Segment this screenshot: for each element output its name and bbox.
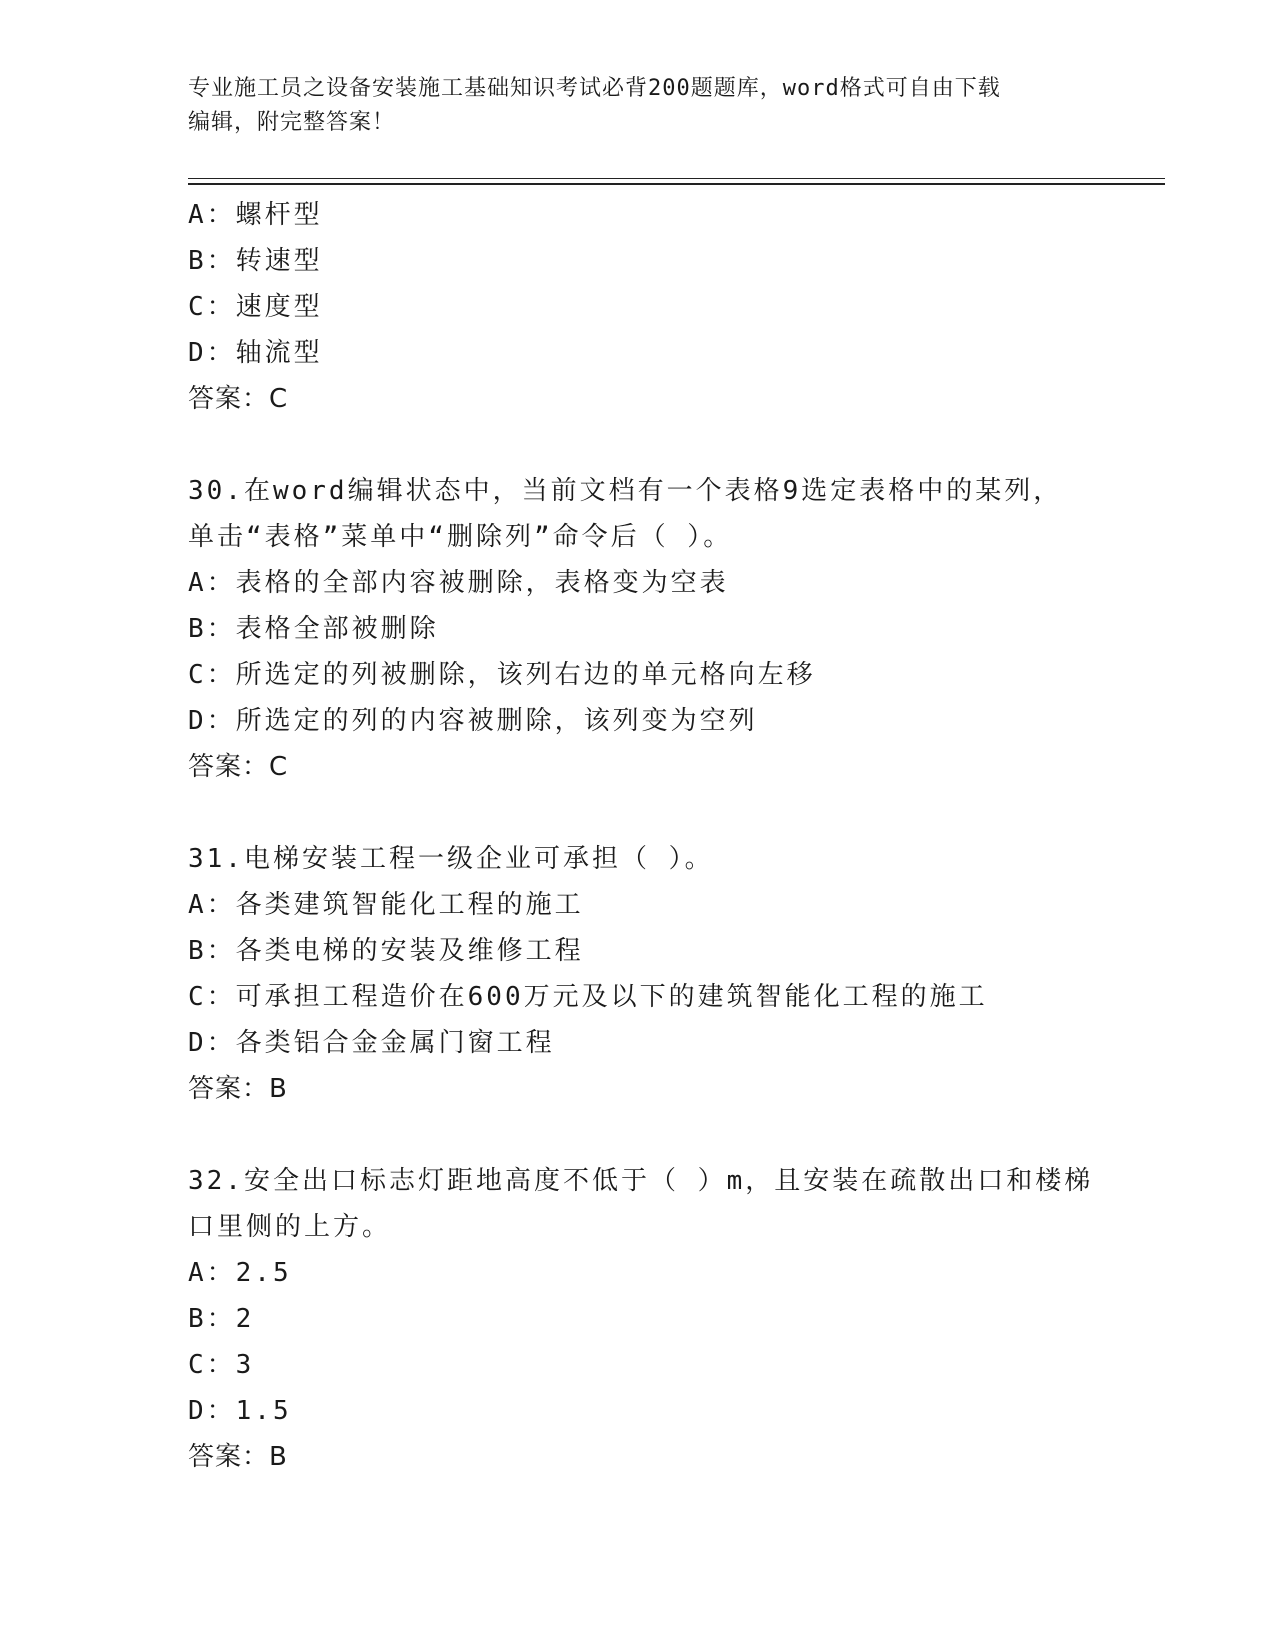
header-rule-thick xyxy=(188,183,1165,185)
header-line-2: 编辑，附完整答案！ xyxy=(188,110,396,135)
option-c: C：所选定的列被删除，该列右边的单元格向左移 xyxy=(188,660,816,690)
option-b: B：各类电梯的安装及维修工程 xyxy=(188,936,584,966)
option-d: D：所选定的列的内容被删除，该列变为空列 xyxy=(188,706,758,736)
spacer xyxy=(188,1112,1148,1158)
answer: 答案：B xyxy=(188,1442,288,1472)
question-stem: 32.安全出口标志灯距地高度不低于（ ）m，且安装在疏散出口和楼梯 xyxy=(188,1166,1094,1196)
question-stem: 口里侧的上方。 xyxy=(188,1212,392,1242)
question-stem: 30.在word编辑状态中，当前文档有一个表格9选定表格中的某列， xyxy=(188,476,1063,506)
question-stem: 31.电梯安装工程一级企业可承担（ ）。 xyxy=(188,844,714,874)
question-30-block xyxy=(188,468,1148,790)
option-b: B：表格全部被删除 xyxy=(188,614,439,644)
header-rule-thin xyxy=(188,178,1165,179)
document-header xyxy=(188,72,1088,140)
option-b: B：转速型 xyxy=(188,246,323,276)
option-c: C：可承担工程造价在600万元及以下的建筑智能化工程的施工 xyxy=(188,982,988,1012)
option-a: A：2.5 xyxy=(188,1258,292,1288)
answer: 答案：C xyxy=(188,384,289,414)
header-line-1: 专业施工员之设备安装施工基础知识考试必背200题题库，word格式可自由下载 xyxy=(188,76,1001,101)
question-29-block xyxy=(188,192,1148,422)
question-list xyxy=(188,192,1148,1480)
question-31-block xyxy=(188,836,1148,1112)
option-c: C：3 xyxy=(188,1350,255,1380)
option-a: A：表格的全部内容被删除，表格变为空表 xyxy=(188,568,729,598)
question-32-block xyxy=(188,1158,1148,1480)
answer: 答案：C xyxy=(188,752,289,782)
question-stem: 单击“表格”菜单中“删除列”命令后（ ）。 xyxy=(188,522,733,552)
option-c: C：速度型 xyxy=(188,292,323,322)
spacer xyxy=(188,422,1148,468)
option-b: B：2 xyxy=(188,1304,255,1334)
option-d: D：各类铝合金金属门窗工程 xyxy=(188,1028,555,1058)
option-a: A：各类建筑智能化工程的施工 xyxy=(188,890,584,920)
spacer xyxy=(188,790,1148,836)
option-a: A：螺杆型 xyxy=(188,200,323,230)
answer: 答案：B xyxy=(188,1074,288,1104)
option-d: D：轴流型 xyxy=(188,338,323,368)
option-d: D：1.5 xyxy=(188,1396,292,1426)
